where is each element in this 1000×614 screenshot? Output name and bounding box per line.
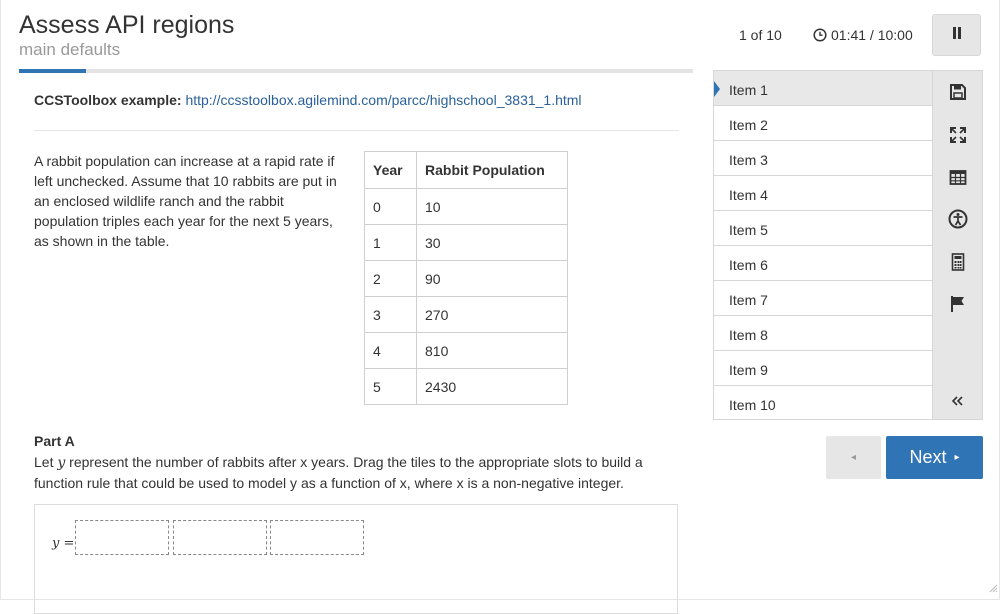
progress-fill [19, 69, 86, 73]
item-4[interactable]: Item 4 [714, 176, 932, 211]
table-row [365, 225, 568, 261]
answer-area [34, 504, 678, 614]
collapse-icon[interactable] [933, 386, 982, 416]
tools-panel [933, 70, 983, 420]
table-header-population: Rabbit Population [417, 152, 568, 189]
calendar-icon[interactable] [933, 162, 982, 192]
table-row [365, 297, 568, 333]
previous-arrow-icon: ◂ [850, 452, 857, 463]
part-a-var: y [57, 455, 66, 471]
item-9[interactable]: Item 9 [714, 351, 932, 386]
table-cell: 3 [365, 297, 417, 333]
drop-slot-2[interactable] [173, 520, 267, 555]
item-7[interactable]: Item 7 [714, 281, 932, 316]
calculator-icon[interactable] [933, 247, 982, 277]
item-3[interactable]: Item 3 [714, 141, 932, 176]
save-icon[interactable] [933, 77, 982, 107]
source-label: CCSToolbox example: [34, 92, 182, 108]
table-row [365, 189, 568, 225]
table-header-row [365, 152, 568, 189]
timer-text: 01:41 / 10:00 [831, 27, 913, 43]
table-cell: 2 [365, 261, 417, 297]
previous-button[interactable] [826, 436, 881, 479]
table-cell: 4 [365, 333, 417, 369]
source-line [34, 92, 582, 108]
resize-grip-icon[interactable] [988, 580, 998, 598]
item-8[interactable]: Item 8 [714, 316, 932, 351]
y-equals-label: y = [52, 536, 75, 551]
table-row [365, 261, 568, 297]
next-label: Next [909, 447, 947, 467]
clock-icon [813, 28, 827, 42]
next-button[interactable] [886, 436, 983, 479]
item-list [713, 70, 933, 420]
part-a-text-pre: Let [34, 454, 58, 470]
drop-slot-3[interactable] [270, 520, 364, 555]
page-subtitle: main defaults [19, 40, 121, 59]
item-1[interactable]: Item 1 [714, 71, 932, 106]
item-6[interactable]: Item 6 [714, 246, 932, 281]
accessibility-icon[interactable] [933, 204, 982, 234]
next-arrow-icon: ▸ [954, 452, 960, 463]
table-cell: 1 [365, 225, 417, 261]
table-cell: 2430 [417, 369, 568, 405]
source-link[interactable]: http://ccsstoolbox.agilemind.com/parcc/highschool_3831_1.html [185, 92, 582, 108]
pause-button[interactable] [932, 14, 981, 56]
table-cell: 810 [417, 333, 568, 369]
table-header-year: Year [365, 152, 417, 189]
pause-icon [951, 26, 963, 45]
drop-slot-1[interactable] [75, 520, 169, 555]
progress-bar [19, 69, 693, 73]
part-a-text-post: represent the number of rabbits after x years. Drag the tiles to the appropriate slots to build a function rule that could be used to model y as a function of x, where x is a non-negative integer. [34, 454, 643, 491]
table-cell: 0 [365, 189, 417, 225]
divider [34, 130, 679, 131]
item-counter: 1 of 10 [739, 27, 782, 43]
fullscreen-icon[interactable] [933, 120, 982, 150]
part-a-text [34, 452, 674, 493]
item-2[interactable]: Item 2 [714, 106, 932, 141]
table-row [365, 369, 568, 405]
table-row [365, 333, 568, 369]
part-a-title: Part A [34, 433, 75, 449]
table-cell: 5 [365, 369, 417, 405]
page-title: Assess API regions [19, 11, 235, 39]
table-cell: 10 [417, 189, 568, 225]
timer [813, 27, 913, 43]
flag-icon[interactable] [933, 289, 982, 319]
table-cell: 270 [417, 297, 568, 333]
item-5[interactable]: Item 5 [714, 211, 932, 246]
question-prompt: A rabbit population can increase at a rapid rate if left unchecked. Assume that 10 rabbits are put in an enclosed wildlife ranch and the rabbit population triples each year for the next 5 years, as shown in the table. [34, 153, 337, 249]
rabbit-table [364, 151, 568, 405]
item-10[interactable]: Item 10 [729, 397, 776, 413]
frame-left [0, 0, 1, 600]
table-cell: 90 [417, 261, 568, 297]
table-cell: 30 [417, 225, 568, 261]
